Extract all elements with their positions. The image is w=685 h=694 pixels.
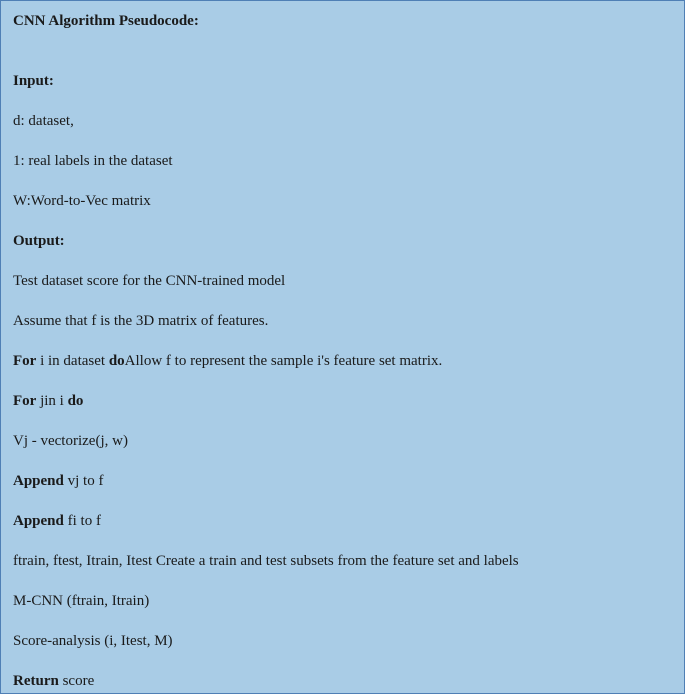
keyword-return: Return xyxy=(13,673,59,689)
step-assume: Assume that f is the 3D matrix of features. xyxy=(13,313,269,329)
append-fi-text: fi to f xyxy=(63,513,101,529)
step-mcnn: M-CNN (ftrain, Itrain) xyxy=(13,593,150,609)
step-vectorize: Vj - vectorize(j, w) xyxy=(13,433,128,449)
step-append-vj xyxy=(13,472,103,490)
keyword-for: For xyxy=(13,353,37,369)
output-heading: Output: xyxy=(13,233,65,249)
input-heading: Input: xyxy=(13,73,54,89)
step-score-analysis: Score-analysis (i, Itest, M) xyxy=(13,633,173,649)
step-for-i xyxy=(13,352,442,370)
step-split: ftrain, ftest, Itrain, Itest Create a train and test subsets from the feature set and labels xyxy=(13,553,519,569)
input-item-word2vec: W:Word-to-Vec matrix xyxy=(13,193,151,209)
return-text: score xyxy=(58,673,95,689)
step-append-fi xyxy=(13,512,101,530)
for-i-body: Allow f to represent the sample i's feature set matrix. xyxy=(124,353,443,369)
keyword-append: Append xyxy=(13,513,64,529)
for-i-text: i in dataset xyxy=(36,353,109,369)
for-j-text: jin i xyxy=(36,393,68,409)
keyword-append: Append xyxy=(13,473,64,489)
step-return xyxy=(13,672,94,690)
pseudocode-title: CNN Algorithm Pseudocode: xyxy=(13,13,199,29)
output-description: Test dataset score for the CNN-trained model xyxy=(13,273,286,289)
keyword-do: do xyxy=(108,353,125,369)
step-for-j xyxy=(13,392,83,410)
input-item-labels: 1: real labels in the dataset xyxy=(13,153,173,169)
input-item-dataset: d: dataset, xyxy=(13,113,74,129)
append-vj-text: vj to f xyxy=(63,473,104,489)
keyword-do: do xyxy=(67,393,84,409)
keyword-for: For xyxy=(13,393,37,409)
